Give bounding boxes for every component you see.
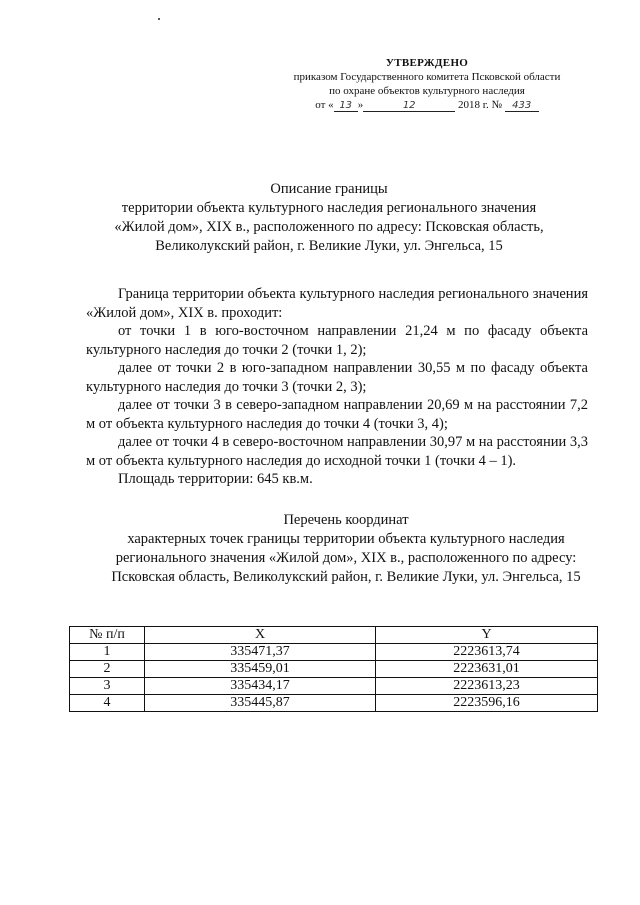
paragraph-segment-3: далее от точки 3 в северо-западном направлении 20,69 м на расстоянии 7,2 м от объекта культурного наследия до точки 4 (точки 3, 4);	[86, 397, 588, 432]
cell-y: 2223613,23	[376, 678, 598, 695]
cell-x: 335445,87	[145, 695, 376, 712]
date-month: 12	[363, 99, 455, 112]
cell-number: 2	[70, 661, 145, 678]
paragraph-intro: Граница территории объекта культурного наследия регионального значения «Жилой дом», XIX в. проходит:	[86, 286, 588, 321]
paragraph-segment-2: далее от точки 2 в юго-западном направлении 30,55 м по фасаду объекта культурного наследия до точки 3 (точки 2, 3);	[86, 360, 588, 395]
paragraph-segment-4: далее от точки 4 в северо-восточном направлении 30,97 м на расстоянии 3,3 м от объекта культурного наследия до исходной точки 1 (точки 4 – 1).	[86, 434, 588, 469]
table-row	[70, 644, 598, 661]
cell-number: 4	[70, 695, 145, 712]
date-mid: »	[357, 99, 364, 111]
header-y: Y	[376, 627, 598, 644]
description-line: «Жилой дом», XIX в., расположенного по адресу: Псковская область,	[114, 219, 544, 235]
table-header-row	[70, 627, 598, 644]
paragraph-area: Площадь территории: 645 кв.м.	[118, 471, 313, 487]
date-year: 2018 г. №	[457, 99, 502, 111]
coordinates-title: Перечень координат	[283, 512, 409, 528]
table-row	[70, 678, 598, 695]
approval-line-1: приказом Государственного комитета Псковской области	[293, 71, 561, 83]
description-line: Великолукский район, г. Великие Луки, ул. Энгельса, 15	[155, 238, 503, 254]
scan-speck	[158, 18, 160, 20]
approval-line-2: по охране объектов культурного наследия	[329, 85, 525, 97]
cell-y: 2223613,74	[376, 644, 598, 661]
table-row	[70, 695, 598, 712]
cell-x: 335434,17	[145, 678, 376, 695]
coordinates-table	[69, 626, 598, 712]
order-number: 433	[505, 99, 539, 112]
approval-title: УТВЕРЖДЕНО	[385, 57, 469, 69]
cell-x: 335471,37	[145, 644, 376, 661]
cell-x: 335459,01	[145, 661, 376, 678]
header-number: № п/п	[70, 627, 145, 644]
description-title: Описание границы	[270, 181, 388, 197]
coordinates-line: Псковская область, Великолукский район, г. Великие Луки, ул. Энгельса, 15	[111, 569, 581, 585]
coordinates-line: регионального значения «Жилой дом», XIX в., расположенного по адресу:	[115, 550, 577, 566]
cell-number: 1	[70, 644, 145, 661]
description-heading	[70, 180, 588, 256]
date-prefix: от «	[315, 99, 334, 111]
boundary-description	[86, 285, 588, 489]
cell-number: 3	[70, 678, 145, 695]
coordinates-line: характерных точек границы территории объекта культурного наследия	[127, 531, 565, 547]
cell-y: 2223596,16	[376, 695, 598, 712]
approval-date-line	[262, 98, 592, 112]
cell-y: 2223631,01	[376, 661, 598, 678]
paragraph-segment-1: от точки 1 в юго-восточном направлении 21,24 м по фасаду объекта культурного наследия до точки 2 (точки 1, 2);	[86, 323, 588, 358]
approval-stamp	[262, 56, 592, 112]
table-row	[70, 661, 598, 678]
header-x: X	[145, 627, 376, 644]
date-day: 13	[334, 99, 358, 112]
description-line: территории объекта культурного наследия регионального значения	[121, 200, 537, 216]
coordinates-heading	[70, 511, 622, 587]
